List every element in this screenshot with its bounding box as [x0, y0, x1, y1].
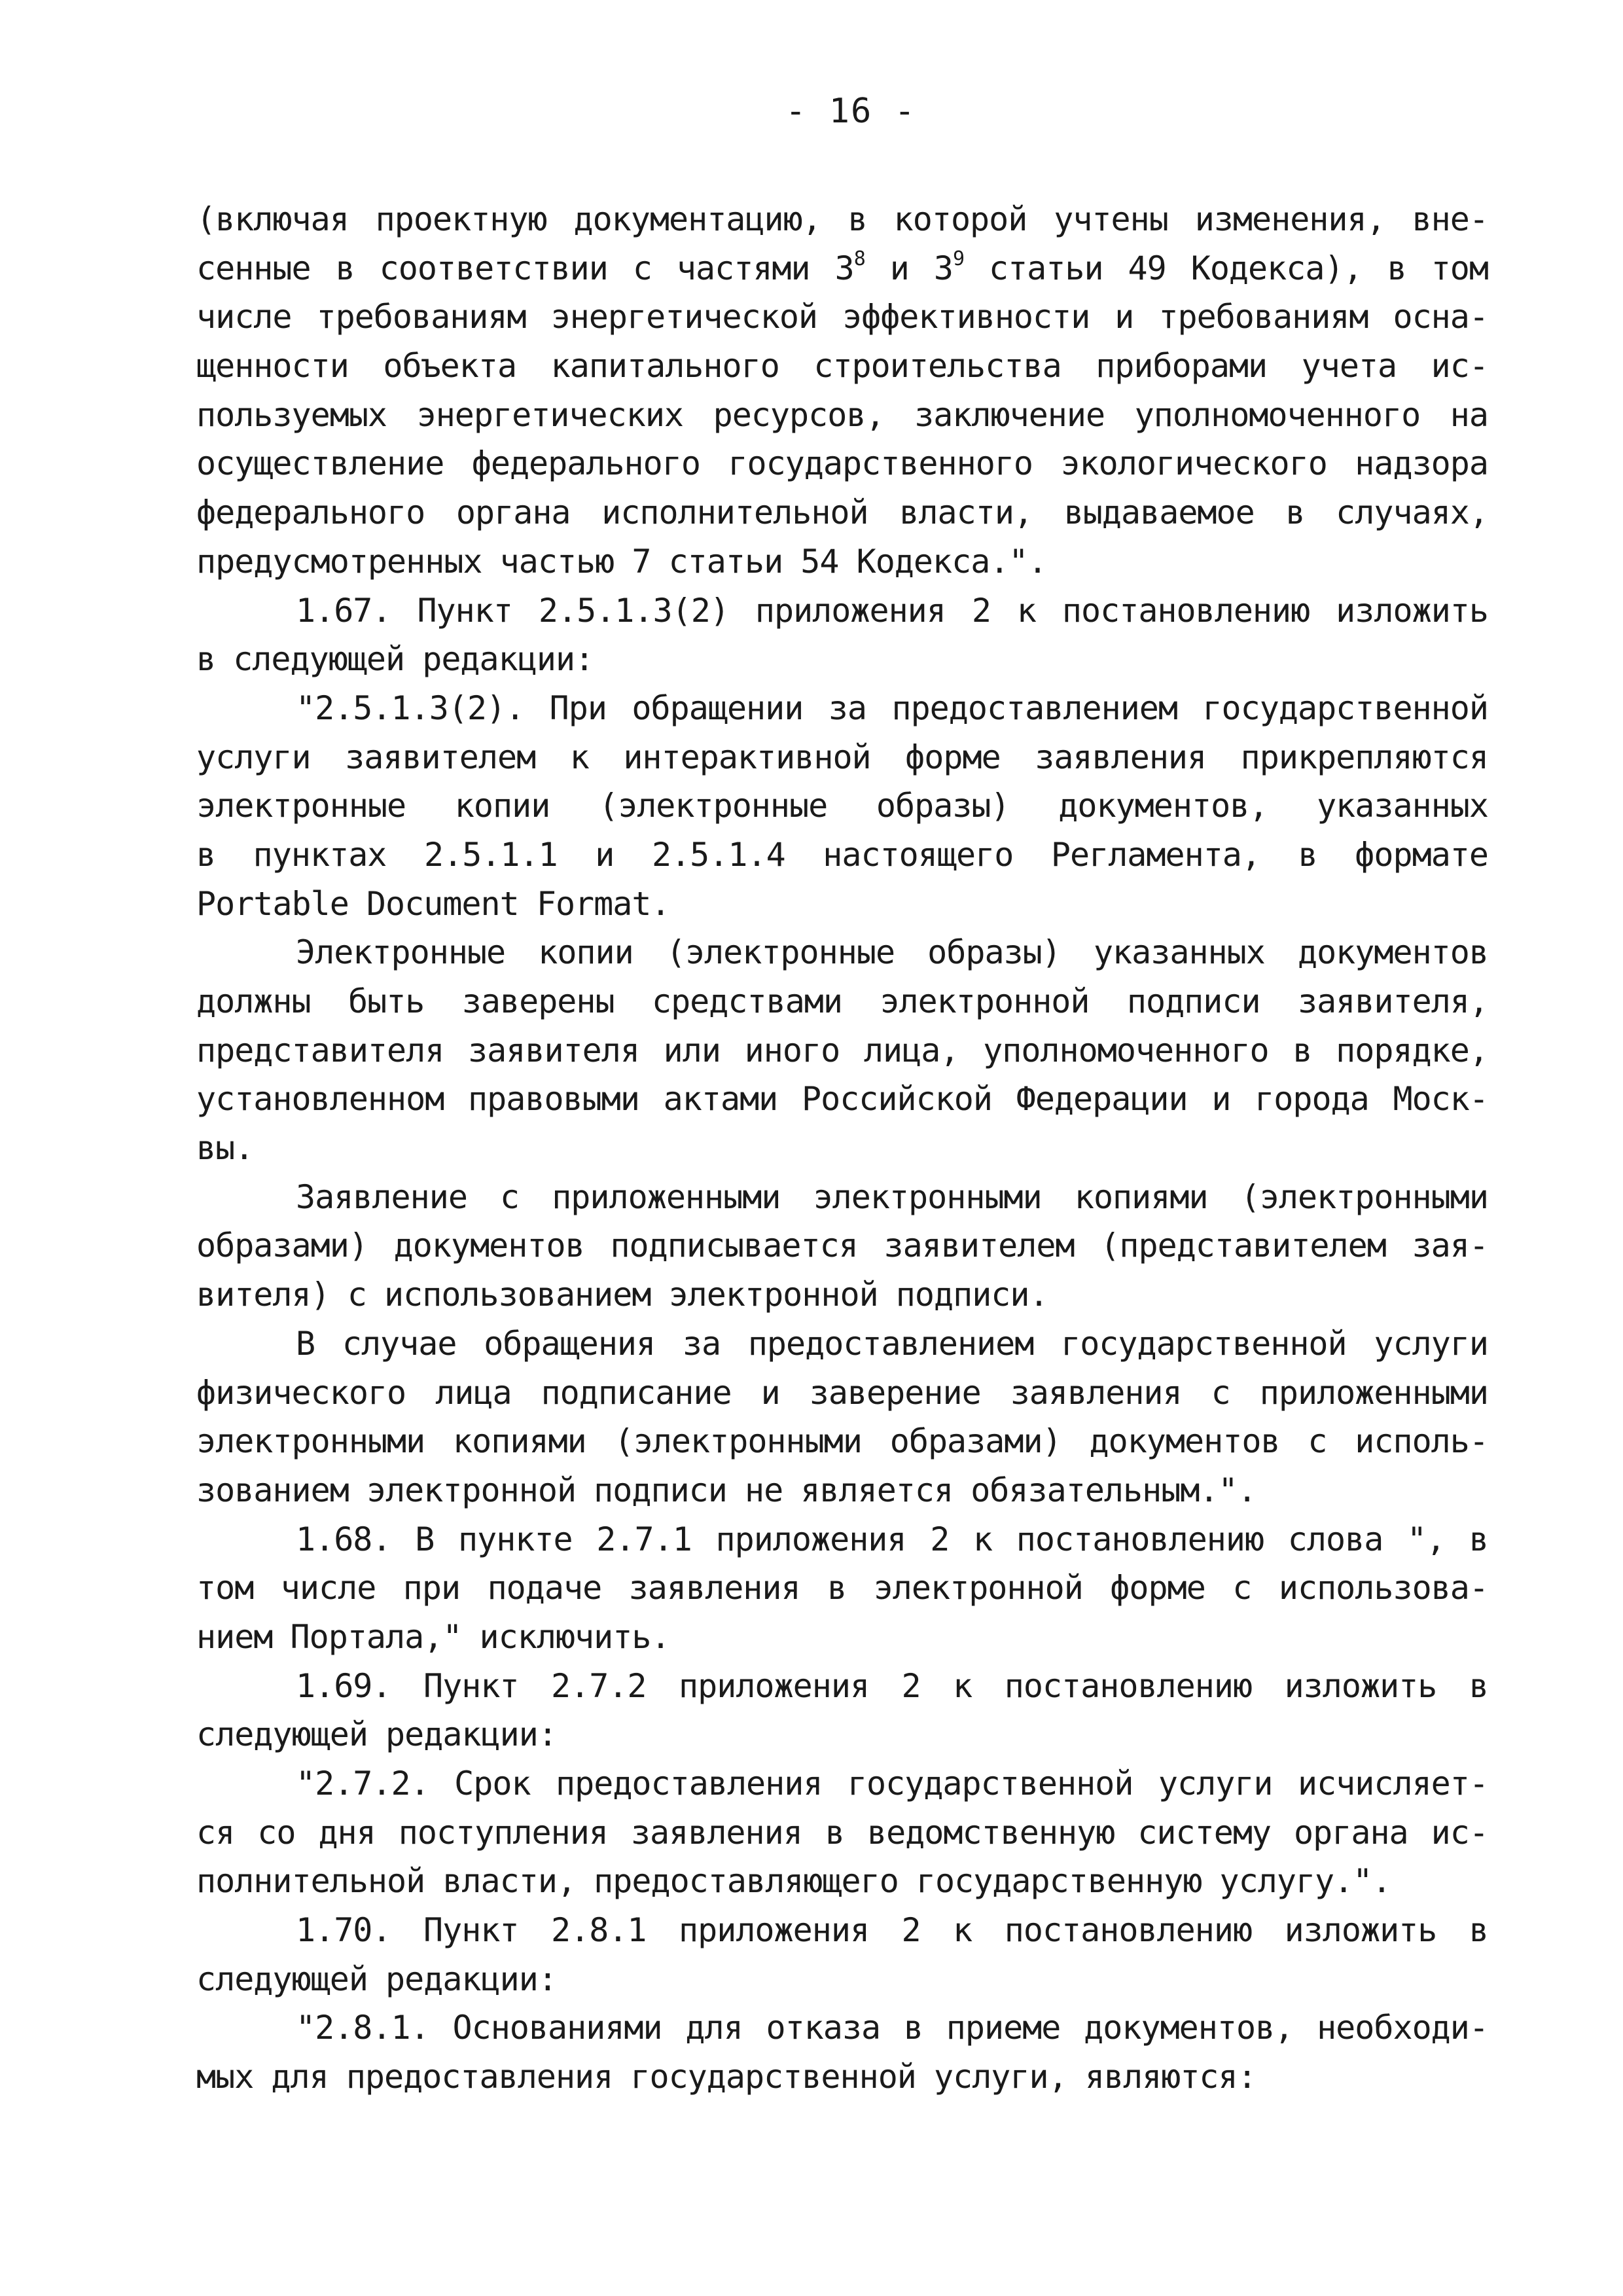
superscript: 8 [853, 247, 865, 270]
text-run: и 3 [865, 249, 953, 287]
text-line: должны быть заверены средствами электронной подписи заявителя, [196, 982, 1488, 1020]
text-line: "2.8.1. Основаниями для отказа в приеме документов, необходи- [296, 2009, 1488, 2047]
text-line: 1.68. В пункте 2.7.1 приложения 2 к постановлению слова ", в [296, 1520, 1488, 1558]
superscript: 9 [952, 247, 964, 270]
text-line: в следующей редакции: [196, 640, 594, 679]
text-line: нием Портала," исключить. [196, 1617, 670, 1656]
text-line: числе требованиям энергетической эффективности и требованиям осна- [196, 298, 1488, 336]
text-line: вы. [196, 1129, 254, 1168]
text-run: статьи 49 Кодекса), в том [964, 249, 1488, 287]
text-line: мых для предоставления государственной услуги, являются: [196, 2058, 1257, 2096]
text-line: том числе при подаче заявления в электронной форме с использова- [196, 1569, 1488, 1607]
text-line: щенности объекта капитального строительства приборами учета ис- [196, 347, 1488, 386]
text-line: услуги заявителем к интерактивной форме заявления прикрепляются [196, 738, 1488, 776]
text-line: образами) документов подписывается заявителем (представителем зая- [196, 1227, 1488, 1265]
text-line: представителя заявителя или иного лица, уполномоченного в порядке, [196, 1031, 1488, 1069]
text-line: 1.67. Пункт 2.5.1.3(2) приложения 2 к постановлению изложить [296, 591, 1488, 630]
text-line: Электронные копии (электронные образы) указанных документов [296, 933, 1488, 972]
text-line: электронными копиями (электронными образами) документов с исполь- [196, 1422, 1488, 1461]
page-number: - 16 - [785, 92, 916, 131]
text-line: предусмотренных частью 7 статьи 54 Кодекса.". [196, 542, 1047, 581]
text-line: вителя) с использованием электронной подписи. [196, 1276, 1048, 1314]
text-line: "2.7.2. Срок предоставления государственной услуги исчисляет- [296, 1765, 1488, 1803]
text-line: полнительной власти, предоставляющего государственную услугу.". [196, 1862, 1391, 1901]
text-line: в пунктах 2.5.1.1 и 2.5.1.4 настоящего Регламента, в формате [196, 835, 1488, 874]
text-line: следующей редакции: [196, 1715, 557, 1754]
text-line: ся со дня поступления заявления в ведомственную систему органа ис- [196, 1813, 1488, 1852]
text-line: (включая проектную документацию, в которой учтены изменения, вне- [196, 200, 1488, 238]
text-line: установленном правовыми актами Российской Федерации и города Моск- [196, 1080, 1488, 1119]
text-line: В случае обращения за предоставлением государственной услуги [296, 1324, 1488, 1363]
text-line: зованием электронной подписи не является обязательным.". [196, 1471, 1257, 1509]
text-line: Portable Document Format. [196, 884, 670, 923]
text-line: 1.70. Пункт 2.8.1 приложения 2 к постановлению изложить в [296, 1911, 1488, 1950]
text-line: Заявление с приложенными электронными копиями (электронными [296, 1177, 1488, 1216]
text-line: осуществление федерального государственного экологического надзора [196, 444, 1488, 483]
document-body [196, 195, 1488, 2102]
text-line: электронные копии (электронные образы) документов, указанных [196, 787, 1488, 825]
text-line: "2.5.1.3(2). При обращении за предоставлением государственной [296, 689, 1488, 727]
text-line [196, 244, 1488, 293]
text-line: пользуемых энергетических ресурсов, заключение уполномоченного на [196, 395, 1488, 434]
text-line: 1.69. Пункт 2.7.2 приложения 2 к постановлению изложить в [296, 1666, 1488, 1705]
text-line: следующей редакции: [196, 1960, 557, 1998]
text-run: сенные в соответствии с частями 3 [196, 249, 854, 287]
text-line: федерального органа исполнительной власти, выдаваемое в случаях, [196, 493, 1488, 532]
text-line: физического лица подписание и заверение заявления с приложенными [196, 1373, 1488, 1412]
